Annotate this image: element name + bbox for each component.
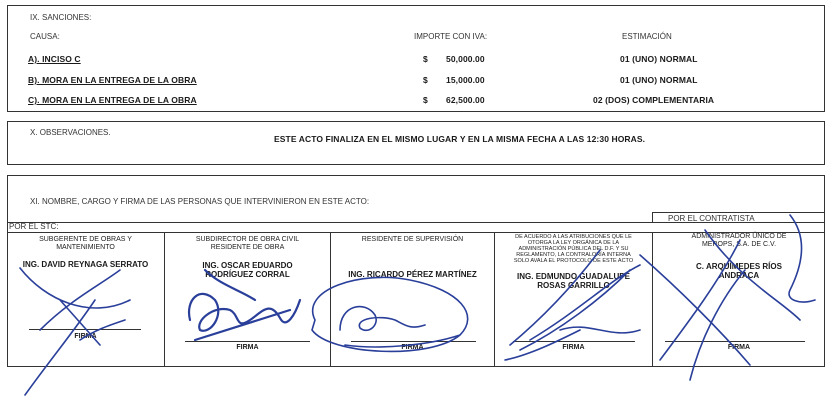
importe-a: 50,000.00 — [446, 54, 485, 64]
observaciones-text: ESTE ACTO FINALIZA EN EL MISMO LUGAR Y EN LA MISMA FECHA A LAS 12:30 HORAS. — [274, 134, 646, 144]
por-contratista-label: POR EL CONTRATISTA — [668, 214, 755, 223]
firma-cell-5 — [652, 232, 825, 366]
firma-label: FIRMA — [562, 344, 585, 351]
firmas-title: XI. NOMBRE, CARGO Y FIRMA DE LAS PERSONAS QUE INTERVINIERON EN ESTE ACTO: — [30, 197, 370, 206]
person-name: ING. EDMUNDO GUADALUPE — [517, 272, 630, 281]
firma-cell-4 — [494, 232, 652, 366]
person-name: ING. OSCAR EDUARDO — [202, 261, 293, 270]
causa-header: CAUSA: — [30, 32, 60, 41]
firma-line — [185, 341, 310, 342]
contratista-top — [652, 212, 825, 213]
firma-cell-2 — [164, 232, 330, 366]
role-line: MEROPS, S.A. DE C.V. — [701, 241, 777, 248]
role-line: RESIDENTE DE OBRA — [210, 244, 285, 251]
currency-b: $ — [423, 75, 428, 85]
importe-header: IMPORTE CON IVA: — [414, 32, 488, 41]
sanciones-title: IX. SANCIONES: — [30, 13, 92, 22]
causa-a: A). INCISO C — [28, 54, 81, 64]
estimacion-header: ESTIMACIÓN — [622, 32, 672, 41]
causa-b: B). MORA EN LA ENTREGA DE LA OBRA — [28, 75, 197, 85]
firma-line — [351, 341, 476, 342]
firma-label: FIRMA — [74, 333, 97, 340]
observaciones-title: X. OBSERVACIONES. — [30, 128, 111, 137]
role-line: OTORGA LA LEY ORGÁNICA DE LA — [527, 240, 620, 246]
firma-label: FIRMA — [236, 344, 259, 351]
estimacion-b: 01 (UNO) NORMAL — [620, 75, 698, 85]
firma-label: FIRMA — [401, 344, 424, 351]
role-line: SOLO AVALA EL PROTOCOLO DE ESTE ACTO — [513, 258, 634, 264]
contratista-divider — [652, 212, 653, 222]
role-line: SUBGERENTE DE OBRAS Y — [39, 236, 132, 243]
person-name: RODRÍGUEZ CORRAL — [205, 270, 290, 279]
firma-cell-1 — [7, 232, 164, 366]
role-line: ADMINISTRACIÓN PÚBLICA DEL D.F. Y SU — [518, 246, 629, 252]
role-line: MANTENIMIENTO — [56, 244, 115, 251]
firma-line — [29, 329, 141, 330]
firma-line — [665, 341, 805, 342]
person-name: ING. RICARDO PÉREZ MARTÍNEZ — [348, 270, 477, 279]
estimacion-c: 02 (DOS) COMPLEMENTARIA — [593, 95, 715, 105]
estimacion-a: 01 (UNO) NORMAL — [620, 54, 698, 64]
person-name: ANDRACA — [718, 271, 760, 280]
role-line: REGLAMENTO, LA CONTRALORÍA INTERNA — [516, 252, 631, 258]
firma-cell-3 — [330, 232, 494, 366]
importe-b: 15,000.00 — [446, 75, 485, 85]
currency-a: $ — [423, 54, 428, 64]
por-stc-label: POR EL STC: — [9, 222, 59, 231]
role-line: SUBDIRECTOR DE OBRA CIVIL — [195, 236, 300, 243]
causa-c: C). MORA EN LA ENTREGA DE LA OBRA — [28, 95, 197, 105]
role-line: ADMINISTRADOR ÚNICO DE — [691, 233, 787, 240]
person-name: ROSAS GARRILLO — [537, 281, 610, 290]
firma-line — [513, 341, 635, 342]
role-line: DE ACUERDO A LAS ATRIBUCIONES QUE LE — [515, 234, 632, 240]
currency-c: $ — [423, 95, 428, 105]
importe-c: 62,500.00 — [446, 95, 485, 105]
role-line: RESIDENTE DE SUPERVISIÓN — [361, 236, 464, 243]
person-name: ING. DAVID REYNAGA SERRATO — [22, 260, 149, 269]
person-name: C. ARQUÍMEDES RÍOS — [696, 262, 782, 271]
firma-label: FIRMA — [727, 344, 751, 351]
